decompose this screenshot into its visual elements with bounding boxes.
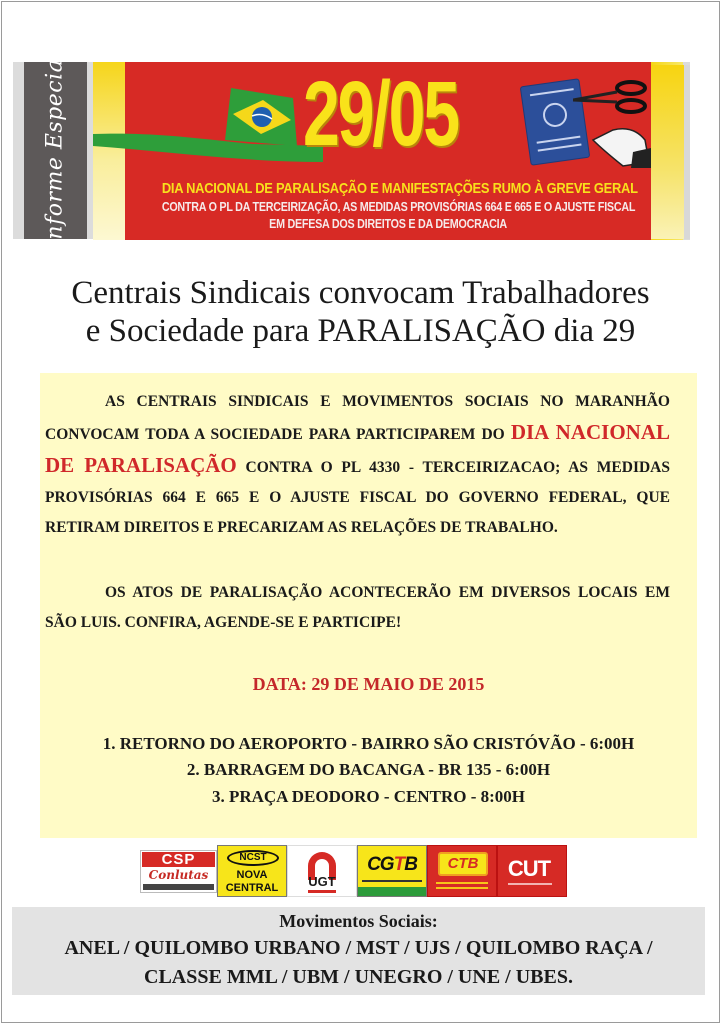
ncst-logo: NCST NOVA CENTRAL (217, 845, 287, 897)
banner-subtitle: CONTRA O PL DA TERCEIRIZAÇÃO, AS MEDIDAS PROVISÓRIAS 664 E 665 E O AJUSTE FISCAL (161, 200, 636, 214)
page-title (0, 274, 721, 350)
event-date-large: 29/05 (303, 63, 458, 165)
cut-logo: CUT (497, 845, 567, 897)
ugt-logo: UGT (287, 845, 357, 897)
cgtb-logo: CGTB (357, 845, 427, 897)
union-logos (140, 845, 567, 897)
location-item: 2. BARRAGEM DO BACANGA - BR 135 - 6:00H (186, 760, 551, 779)
social-movements-list-2: CLASSE MML / UBM / UNEGRO / UNE / UBES. (144, 966, 573, 988)
social-movements-title: Movimentos Sociais: (279, 911, 438, 931)
scissors-hand-icon (573, 70, 653, 170)
title-line-1: Centrais Sindicais convocam Trabalhadores (71, 275, 650, 311)
location-item: 3. PRAÇA DEODORO - CENTRO - 8:00H (211, 787, 526, 806)
para2-text: OS ATOS DE PARALISAÇÃO ACONTECERÃO EM DIVERSOS LOCAIS EM SÃO LUIS. CONFIRA, AGENDE-SE E PARTICIPE! (45, 584, 670, 631)
announcement-paragraph-2 (45, 578, 670, 638)
event-banner (93, 62, 690, 240)
ctb-logo: CTB (427, 845, 497, 897)
para1-end: CONTRA O PL 4330 - TERCEIRIZACAO; AS MEDIDAS PROVISÓRIAS 664 E 665 E O AJUSTE FISCAL DO GOVERNO FEDERAL, QUE RETIRAM DIREITOS E PRECARIZAM AS RELAÇÕES DE TRABALHO. (45, 459, 670, 536)
banner-subtitle-2: EM DEFESA DOS DIREITOS E DA DEMOCRACIA (269, 217, 507, 231)
event-date: DATA: 29 DE MAIO DE 2015 (252, 674, 485, 694)
csp-conlutas-logo: CSP Conlutas (140, 850, 217, 893)
brazil-flag-icon (223, 84, 301, 150)
location-item: 1. RETORNO DO AEROPORTO - BAIRRO SÃO CRISTÓVÃO - 6:00H (102, 734, 635, 753)
para1-start: AS CENTRAIS SINDICAIS E MOVIMENTOS SOCIAIS NO MARANHÃO CONVOCAM TODA A SOCIEDADE PARA PARTICIPAREM DO (45, 393, 670, 443)
announcement-paragraph-1 (45, 387, 670, 543)
para1-highlight: DIA NACIONAL DE PARALISAÇÃO (45, 420, 671, 477)
title-line-2: e Sociedade para PARALISAÇÃO dia 29 (85, 313, 636, 349)
banner-right-yellow (651, 65, 684, 239)
social-movements-list-1: ANEL / QUILOMBO URBANO / MST / UJS / QUILOMBO RAÇA / (64, 937, 653, 959)
banner-right-gray (684, 65, 690, 239)
banner-title: DIA NACIONAL DE PARALISAÇÃO E MANIFESTAÇÕES RUMO À GREVE GERAL (161, 180, 638, 197)
side-tab-label: Informe Especial (42, 51, 68, 249)
